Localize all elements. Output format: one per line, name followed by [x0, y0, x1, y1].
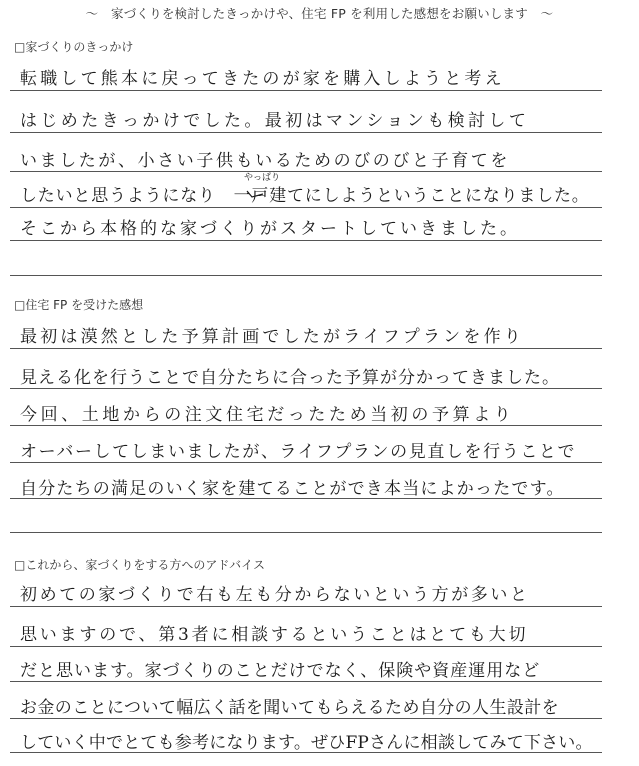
insertion-note: やっぱり — [244, 173, 281, 183]
ruled-line — [10, 718, 602, 719]
ruled-line — [10, 462, 602, 463]
ruled-line — [10, 532, 602, 533]
page-header: ～ 家づくりを検討したきっかけや、住宅 FP を利用した感想をお願いします ～ — [85, 6, 554, 21]
handwritten-line: 見える化を行うことで自分たちに合った予算が分かってきました。 — [20, 368, 560, 388]
handwritten-line: オーバーしてしまいましたが、ライフプランの見直しを行うことで — [20, 442, 577, 462]
handwritten-line: 初めての家づくりで右も左も分からないという方が多いと — [20, 585, 530, 605]
ruled-line — [10, 90, 602, 91]
ruled-line — [10, 752, 602, 753]
handwritten-line: していく中でとても参考になります。ぜひFPさんに相談してみて下さい。 — [20, 733, 593, 753]
handwritten-line: 今回、土地からの注文住宅だったため当初の予算より — [20, 405, 515, 425]
handwritten-line: だと思います。家づくりのことだけでなく、保険や資産運用など — [20, 661, 541, 681]
ruled-line — [10, 275, 602, 276]
ruled-line — [10, 681, 602, 682]
ruled-line — [10, 132, 602, 133]
section-title-advice: □これから、家づくりをする方へのアドバイス — [14, 558, 265, 572]
ruled-line — [10, 498, 602, 499]
ruled-line — [10, 207, 602, 208]
handwritten-line: はじめたきっかけでした。最初はマンションも検討して — [20, 111, 530, 131]
ruled-line — [10, 171, 602, 172]
ruled-line — [10, 348, 602, 349]
section-title-motivation: □家づくりのきっかけ — [14, 40, 134, 54]
ruled-line — [10, 646, 602, 647]
ruled-line — [10, 240, 602, 241]
handwritten-line: お金のことについて幅広く話を聞いてもらえるため自分の人生設計を — [20, 698, 560, 718]
handwritten-line: いましたが、小さい子供もいるためのびのびと子育てを — [20, 151, 510, 171]
section-title-impression: □住宅 FP を受けた感想 — [14, 298, 144, 312]
handwritten-line: 最初は漠然とした予算計画でしたがライフプランを作り — [20, 327, 524, 347]
ruled-line — [10, 425, 602, 426]
ruled-line — [10, 606, 602, 607]
handwritten-line: 自分たちの満足のいく家を建てることができ本当によかったです。 — [20, 479, 565, 499]
handwritten-line: 思いますので、第3者に相談するということはとても大切 — [20, 625, 529, 645]
handwritten-line: そこから本格的な家づくりがスタートしていきました。 — [20, 219, 520, 239]
handwritten-line: 転職して熊本に戻ってきたのが家を購入しようと考え — [20, 69, 505, 89]
handwritten-line: したいと思うようになり 一戸建てにしようということになりました。 — [20, 186, 590, 206]
ruled-line — [10, 388, 602, 389]
